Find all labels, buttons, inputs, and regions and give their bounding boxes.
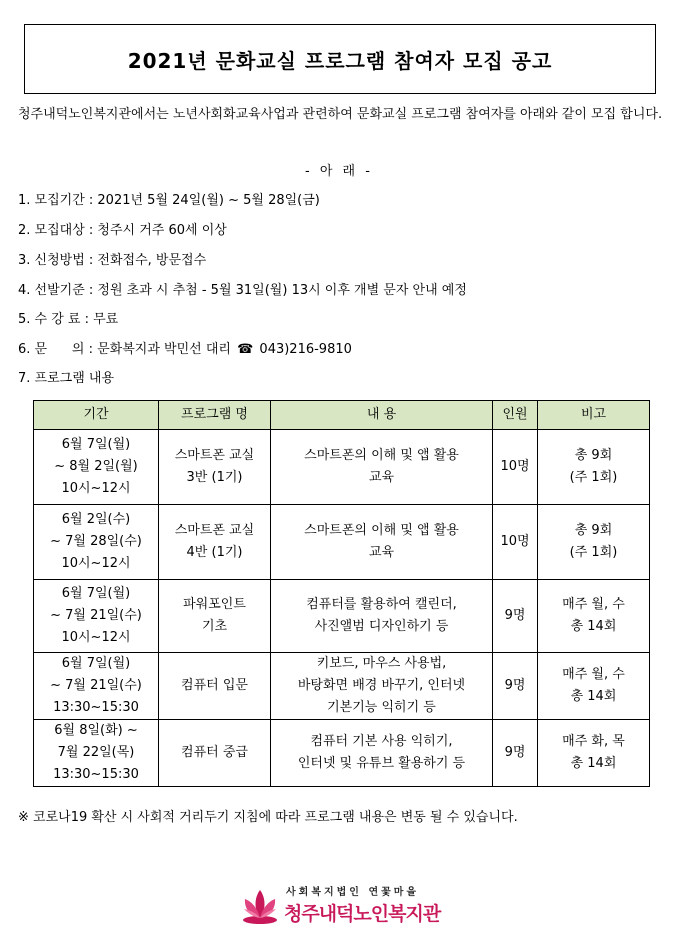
cell-people: 9명 [493,720,538,787]
contact-phone: 043)216-9810 [259,342,352,357]
cell-line: (주 1회) [569,545,618,560]
cell-line: 7월 22일(목) [57,745,135,760]
table-row [34,720,650,787]
cell-line: 컴퓨터 중급 [181,745,248,760]
cell-line: ~ 7월 28일(수) [50,534,142,549]
cell-line: 교육 [368,470,395,485]
cell-content [271,505,493,580]
item-program: 7. 프로그램 내용 [18,371,115,386]
cell-line: 바탕화면 배경 바꾸기, 인터넷 [297,678,466,693]
cell-line: 6월 2일(수) [61,512,131,527]
cell-program-name [159,430,271,505]
lotus-logo-icon [240,886,280,926]
item-target: 2. 모집대상 : 청주시 거주 60세 이상 [18,223,227,238]
table-row [34,505,650,580]
cell-line: 총 9회 [574,448,613,463]
cell-line: 매주 월, 수 [562,667,625,682]
cell-period [34,505,159,580]
item-contact [18,338,352,357]
item-criteria: 4. 선발기준 : 정원 초과 시 추첨 - 5월 31일(월) 13시 이후 개별 문자 안내 예정 [18,283,467,298]
cell-period [34,720,159,787]
table-row [34,580,650,653]
cell-line: 4반 (1기) [186,545,243,560]
cell-line: 10시~12시 [61,630,131,645]
item-period: 1. 모집기간 : 2021년 5월 24일(월) ~ 5월 28일(금) [18,193,320,208]
cell-line: 기본기능 익히기 등 [327,700,436,715]
logo-subtitle: 사회복지법인 연꽃마을 [286,887,420,898]
cell-line: 사진앨범 디자인하기 등 [314,619,449,634]
cell-line: 기초 [201,619,228,634]
cell-note [538,653,650,720]
cell-line: 6월 7일(월) [61,437,131,452]
logo-name: 청주내덕노인복지관 [284,903,441,925]
phone-icon: ☎ [237,342,254,357]
cell-line: 매주 월, 수 [562,597,625,612]
contact-prefix: 6. 문 의 : 문화복지과 박민선 대리 [18,342,231,357]
cell-people: 9명 [493,653,538,720]
program-table [33,400,650,787]
cell-line: 10시~12시 [61,481,131,496]
cell-note [538,430,650,505]
cell-line: 스마트폰 교실 [174,523,255,538]
cell-period [34,430,159,505]
cell-line: 컴퓨터를 활용하여 캘린더, [306,597,457,612]
cell-content [271,720,493,787]
cell-note [538,580,650,653]
cell-program-name [159,505,271,580]
cell-program-name [159,720,271,787]
item-method: 3. 신청방법 : 전화접수, 방문접수 [18,253,207,268]
cell-line: 총 14회 [570,619,617,634]
cell-line: 인터넷 및 유튜브 활용하기 등 [297,756,466,771]
cell-program-name [159,653,271,720]
cell-line: 10시~12시 [61,556,131,571]
cell-program-name [159,580,271,653]
cell-line: ~ 8월 2일(월) [54,459,138,474]
intro-paragraph: 청주내덕노인복지관에서는 노년사회화교육사업과 관련하여 문화교실 프로그램 참여자를 아래와 같이 모집 합니다. [18,107,663,122]
cell-note [538,505,650,580]
cell-line: 6월 7일(월) [61,586,131,601]
page-title: 2021년 문화교실 프로그램 참여자 모집 공고 [127,48,553,73]
cell-line: (주 1회) [569,470,618,485]
cell-line: 6월 7일(월) [61,656,131,671]
cell-content [271,580,493,653]
cell-period [34,580,159,653]
cell-people: 9명 [493,580,538,653]
footnote: ※ 코로나19 확산 시 사회적 거리두기 지침에 따라 프로그램 내용은 변동 될 수 있습니다. [18,810,518,825]
cell-line: ~ 7월 21일(수) [50,678,142,693]
cell-people: 10명 [493,430,538,505]
cell-line: 교육 [368,545,395,560]
table-row [34,653,650,720]
cell-line: ~ 7월 21일(수) [50,608,142,623]
cell-line: 스마트폰의 이해 및 앱 활용 [304,448,459,463]
th-note: 비고 [538,401,650,430]
cell-line: 키보드, 마우스 사용법, [316,656,447,671]
cell-line: 총 14회 [570,756,617,771]
th-people: 인원 [493,401,538,430]
cell-line: 컴퓨터 입문 [181,678,248,693]
cell-line: 13:30~15:30 [53,767,139,782]
cell-line: 3반 (1기) [186,470,243,485]
cell-content [271,653,493,720]
cell-line: 총 9회 [574,523,613,538]
cell-line: 파워포인트 [183,597,246,612]
organization-logo [240,882,460,928]
cell-content [271,430,493,505]
cell-line: 컴퓨터 기본 사용 익히기, [310,734,453,749]
cell-line: 스마트폰의 이해 및 앱 활용 [304,523,459,538]
item-fee: 5. 수 강 료 : 무료 [18,312,119,327]
cell-line: 스마트폰 교실 [174,448,255,463]
title-box [24,24,656,94]
table-header-row [34,401,650,430]
cell-line: 6월 8일(화) ~ [54,723,138,738]
th-content: 내 용 [271,401,493,430]
cell-line: 13:30~15:30 [53,700,139,715]
cell-note [538,720,650,787]
th-program-name: 프로그램 명 [159,401,271,430]
table-row [34,430,650,505]
cell-people: 10명 [493,505,538,580]
cell-period [34,653,159,720]
cell-line: 총 14회 [570,689,617,704]
cell-line: 매주 화, 목 [562,734,625,749]
th-period: 기간 [34,401,159,430]
center-label: - 아 래 - [305,164,370,179]
